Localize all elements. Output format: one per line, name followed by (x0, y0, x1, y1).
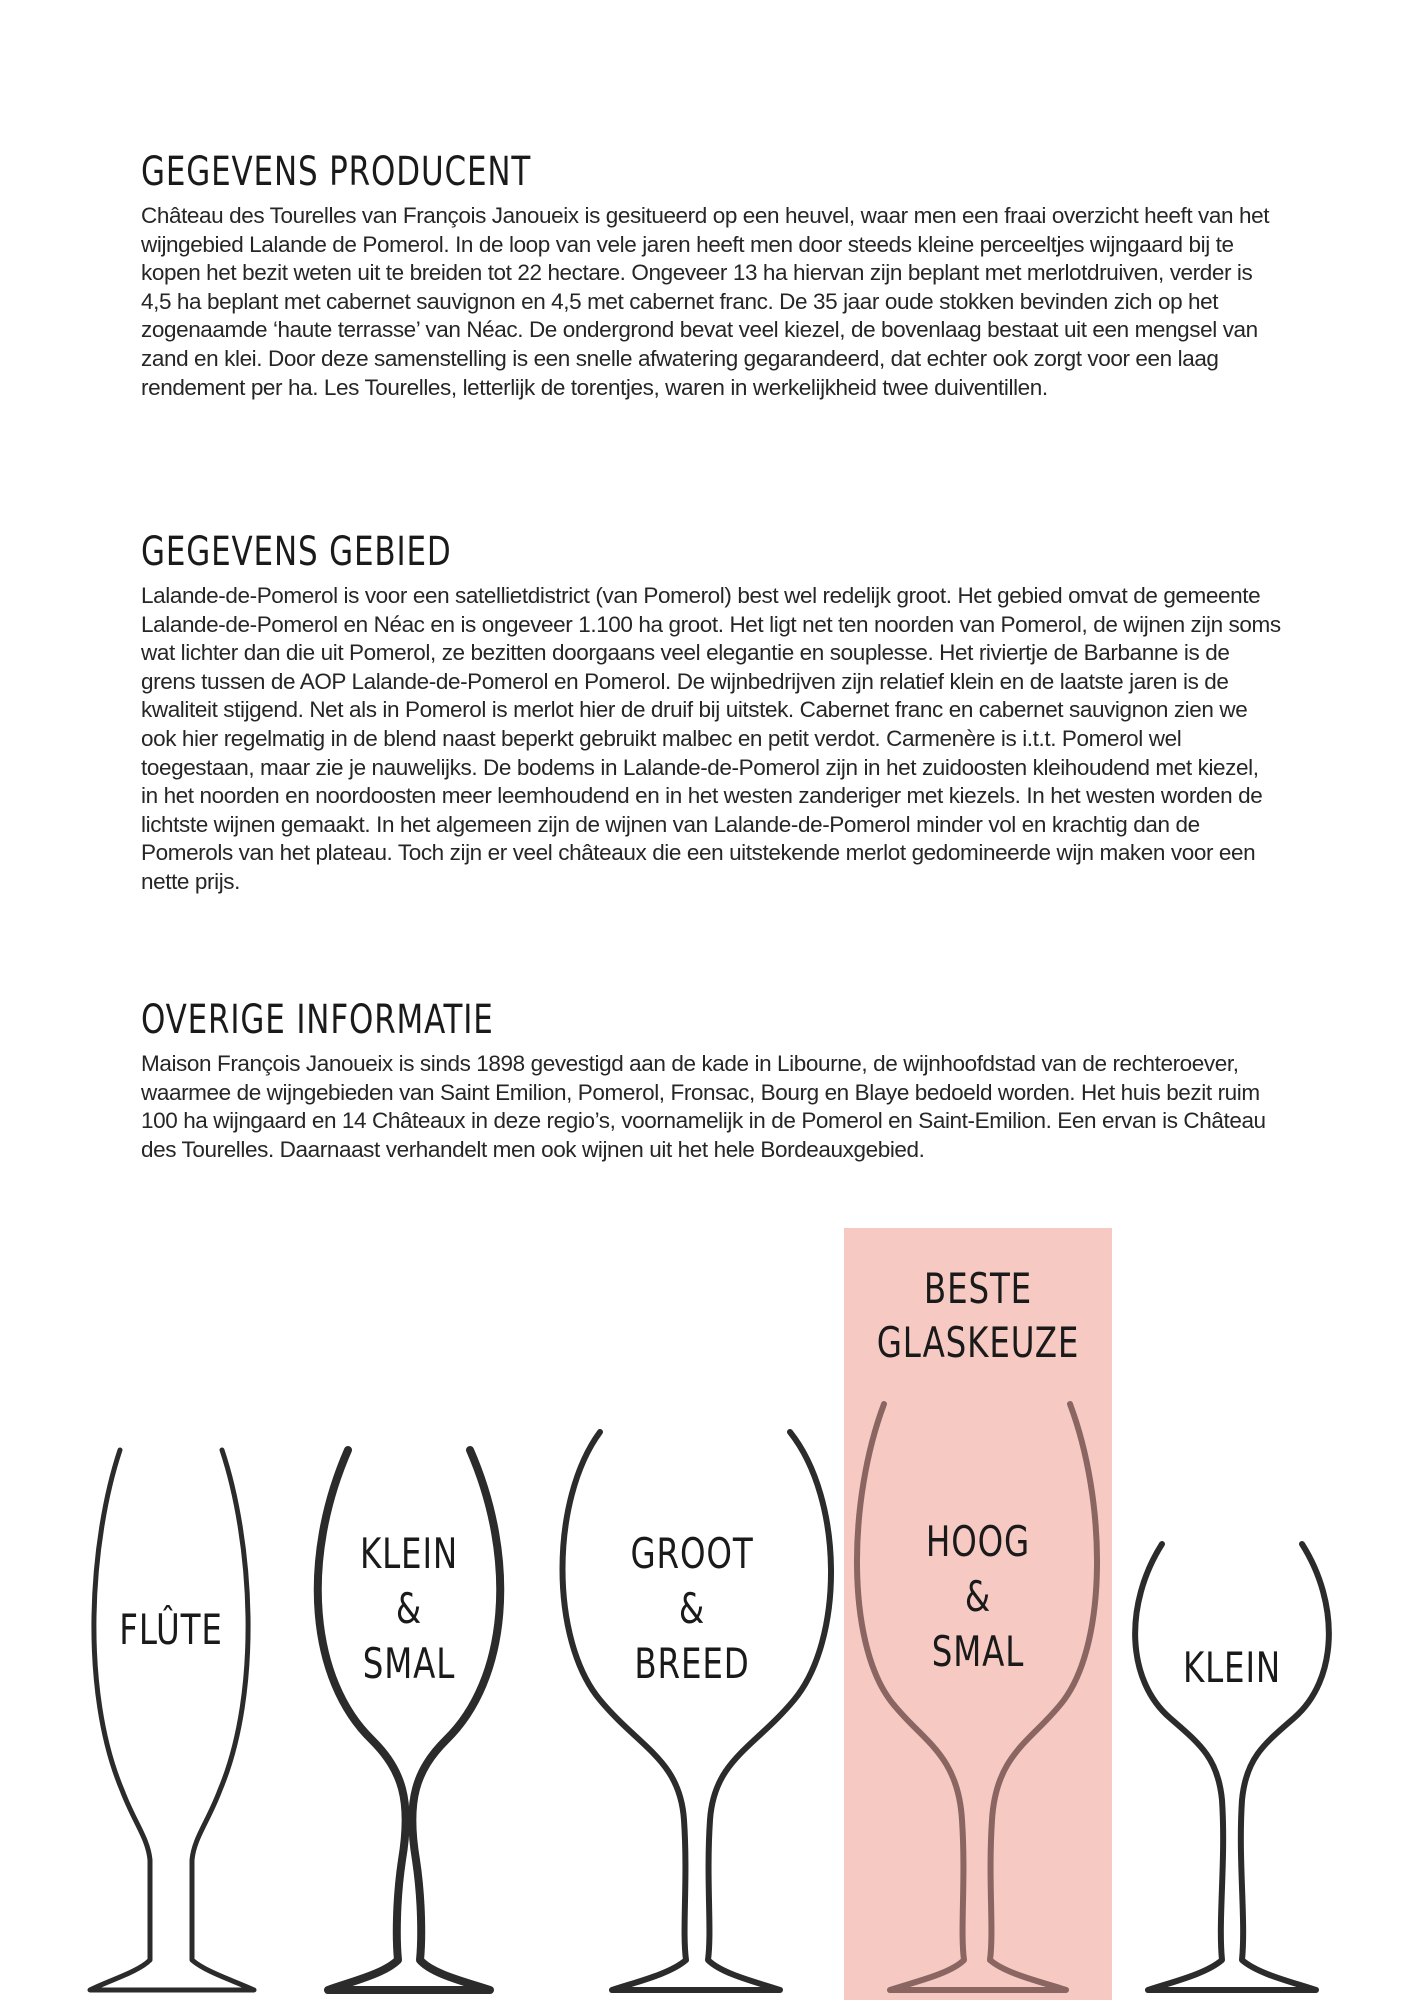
section-heading: OVERIGE INFORMATIE (141, 997, 494, 1043)
glass-label-line: & (678, 1584, 706, 1633)
small-glass-icon (1135, 1544, 1329, 1990)
glass-label-klein (1160, 1640, 1304, 1695)
best-choice-label-line: GLASKEUZE (876, 1318, 1080, 1367)
glass-label-line: HOOG (925, 1517, 1031, 1566)
best-choice-label-line: BESTE (923, 1264, 1033, 1313)
glass-label-line: SMAL (362, 1639, 456, 1688)
glass-label-line: BREED (634, 1639, 750, 1688)
section-heading: GEGEVENS PRODUCENT (141, 149, 532, 195)
section-text: Château des Tourelles van François Janoueix is gesitueerd op een heuvel, waar men een fraai overzicht heeft van het wijngebied Lalande de Pomerol. In de loop van vele jaren heeft men door steeds kleine perceeltjes wijngaard bij te kopen het bezit weten uit te breiden tot 22 hectare. Ongeveer 13 ha hiervan zijn beplant met merlotdruiven, verder is 4,5 ha beplant met cabernet sauvignon en 4,5 met cabernet franc. De 35 jaar oude stokken bevinden zich op het zogenaamde ‘haute terrasse’ van Néac. De ondergrond bevat veel kiezel, de bovenlaag bestaat uit een mengsel van zand en klei. Door deze samenstelling is een snelle afwatering gegarandeerd, dat echter ook zorgt voor een laag rendement per ha. Les Tourelles, letterlijk de torentjes, waren in werkelijkheid twee duiventillen. (141, 203, 1270, 400)
glass-label-line: & (395, 1584, 423, 1633)
section-text: Lalande-de-Pomerol is voor een satellietdistrict (van Pomerol) best wel redelijk groot. Het gebied omvat de gemeente Lalande-de-Pomerol en Néac en is ongeveer 1.100 ha groot. Het ligt net ten noorden van Pomerol, de wijnen zijn soms wat lichter dan die uit Pomerol, ze bezitten doorgaans veel elegantie en souplesse. Het riviertje de Barbanne is de grens tussen de AOP Lalande-de-Pomerol en Pomerol. De wijnbedrijven zijn relatief klein en de laatste jaren is de kwaliteit stijgend. Net als in Pomerol is merlot hier de druif bij uitstek. Cabernet franc en cabernet sauvignon zien we ook hier regelmatig in de blend naast beperkt gebruikt malbec en petit verdot. Carmenère is i.t.t. Pomerol wel toegestaan, maar zie je nauwelijks. De bodems in Lalande-de-Pomerol zijn in het zuidoosten kleihoudend met kiezel, in het noorden en noordoosten meer leemhoudend en in het westen zanderiger met kiezels. In het westen worden de lichtste wijnen gemaakt. In het algemeen zijn de wijnen van Lalande-de-Pomerol minder vol en krachtig dan de Pomerols van het plateau. Toch zijn er veel châteaux die een uitstekende merlot gedomineerde wijn maken voor een nette prijs. (141, 583, 1281, 894)
tall-narrow-glass-icon (857, 1404, 1097, 1990)
glass-label-line: GROOT (630, 1529, 754, 1578)
glass-label-line: & (964, 1572, 992, 1621)
glass-label-line: SMAL (931, 1627, 1025, 1676)
section-text: Maison François Janoueix is sinds 1898 gevestigd aan de kade in Libourne, de wijnhoofdstad van de rechteroever, waarmee de wijngebieden van Saint Emilion, Pomerol, Fronsac, Bourg en Blaye bedoeld worden. Het huis bezit ruim 100 ha wijngaard en 14 Châteaux in deze regio’s, voornamelijk in de Pomerol en Saint-Emilion. Een ervan is Château des Tourelles. Daarnaast verhandelt men ook wijnen uit het hele Bordeauxgebied. (141, 1051, 1266, 1162)
glass-label-flute (96, 1602, 246, 1657)
glass-label-hoog-smal (900, 1514, 1056, 1679)
glass-label-line: KLEIN (359, 1529, 459, 1578)
glass-label-line: KLEIN (1182, 1643, 1282, 1692)
section-heading: GEGEVENS GEBIED (141, 529, 452, 575)
glass-label-groot-breed (612, 1526, 772, 1691)
glass-label-klein-smal (334, 1526, 484, 1691)
large-wide-glass-icon (563, 1432, 832, 1990)
glass-label-line: FLÛTE (119, 1605, 223, 1654)
flute-glass-icon (90, 1450, 254, 1990)
